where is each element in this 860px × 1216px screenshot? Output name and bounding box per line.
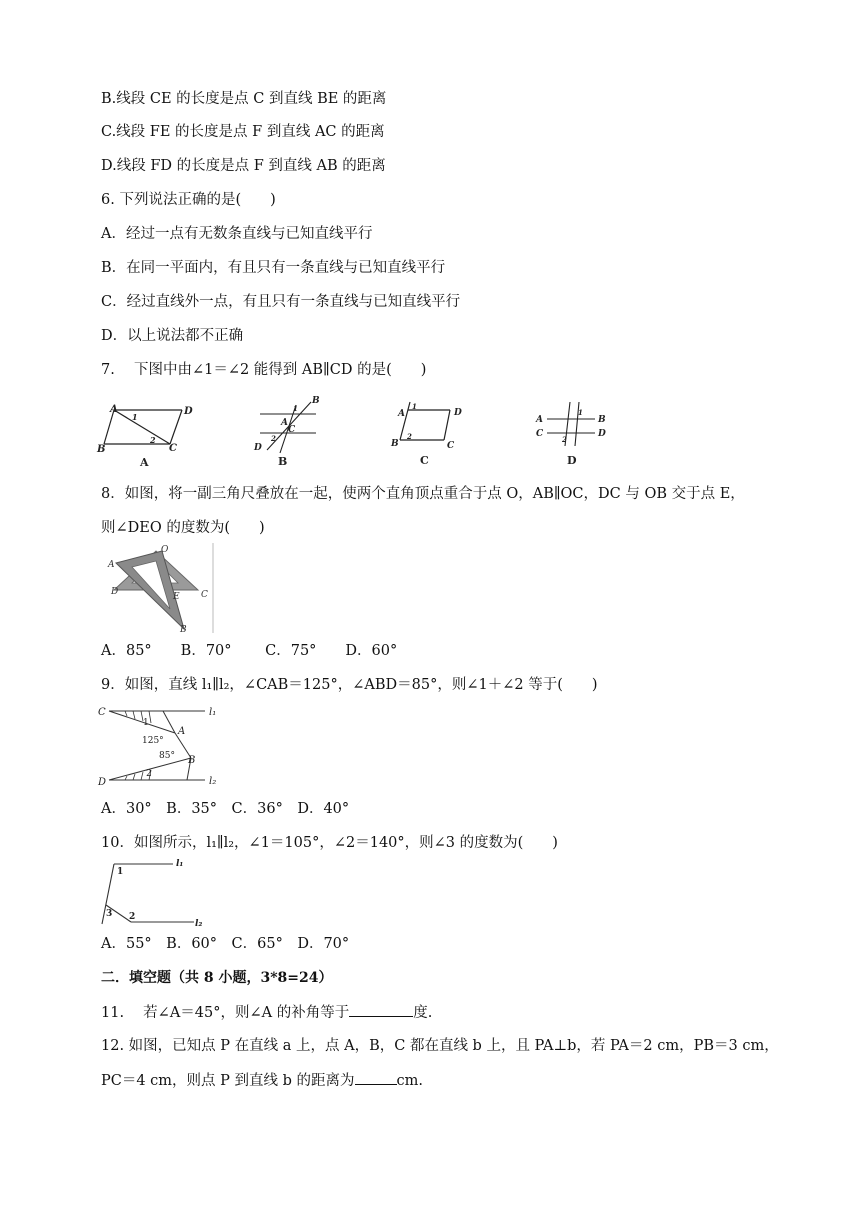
q12-text-after: cm. [396, 1073, 424, 1089]
q8-options: A．85° B．70° C．75° D．60° [101, 643, 398, 659]
q11-text-after: 度. [413, 1005, 433, 1021]
fig7c-label-d: D [454, 408, 462, 418]
fig7b-caption: B [278, 455, 288, 468]
fig9-label-l1: l₁ [209, 707, 217, 718]
fig7b-label-c: C [288, 425, 296, 435]
q6-option-a: A．经过一点有无数条直线与已知直线平行 [101, 226, 373, 242]
q11-text-before: 11. 若∠A＝45°，则∠A 的补角等于 [101, 1005, 350, 1021]
q7-figure-a [96, 398, 196, 470]
q8-stem-2: 则∠DEO 的度数为( ) [101, 520, 265, 536]
fig7d-label-c: C [536, 429, 544, 439]
fig8-label-e: E [173, 592, 180, 602]
q6-option-d: D．以上说法都不正确 [101, 328, 244, 344]
q12-answer-blank[interactable] [355, 1070, 397, 1085]
fig8-label-a: A [108, 560, 115, 570]
fig8-label-d: D [111, 587, 119, 597]
q5-option-d: D.线段 FD 的长度是点 F 到直线 AB 的距离 [101, 158, 386, 174]
fig7c-angle-2: 2 [407, 432, 412, 441]
fig9-angle-1: 1 [143, 718, 149, 728]
fig7d-caption: D [567, 454, 577, 467]
q9-figure [97, 703, 227, 789]
fig9-label-d: D [98, 777, 107, 788]
section-fill-in-title: 二．填空题（共 8 小题，3*8=24） [101, 970, 333, 986]
fig7b-angle-2: 2 [271, 434, 276, 443]
fig9-angle-85: 85° [159, 751, 175, 761]
fig10-label-l1: l₁ [176, 859, 184, 869]
fig9-angle-125: 125° [142, 736, 164, 746]
fig9-label-l2: l₂ [209, 776, 217, 787]
fig7a-angle-2: 2 [150, 435, 156, 445]
q10-stem: 10．如图所示，l₁∥l₂，∠1＝105°，∠2＝140°，则∠3 的度数为( ) [101, 835, 558, 851]
q12-stem-2 [101, 1070, 423, 1091]
q7-figure-c [390, 398, 480, 468]
fig8-label-b: B [180, 625, 187, 635]
fig7a-caption: A [140, 456, 149, 469]
fig7a-label-a: A [110, 404, 118, 415]
q8-stem-1: 8．如图，将一副三角尺叠放在一起，使两个直角顶点重合于点 O，AB∥OC，DC 与 OB 交于点 E， [101, 486, 745, 502]
fig7c-angle-1: 1 [412, 402, 417, 411]
fig7a-label-b: B [97, 444, 106, 455]
q6-option-c: C．经过直线外一点，有且只有一条直线与已知直线平行 [101, 294, 461, 310]
q9-options: A．30° B．35° C．36° D．40° [101, 801, 350, 817]
q5-option-c: C.线段 FE 的长度是点 F 到直线 AC 的距离 [101, 124, 385, 140]
fig7b-label-a: A [281, 418, 288, 428]
q7-figure-d [533, 398, 623, 468]
fig7b-label-b: B [312, 396, 320, 406]
fig9-label-a: A [178, 726, 186, 737]
fig8-label-o: O [161, 545, 169, 555]
fig7b-angle-1: 1 [293, 404, 298, 413]
fig7d-angle-2: 2 [562, 435, 567, 444]
fig7a-angle-1: 1 [132, 412, 138, 422]
fig10-label-l2: l₂ [195, 919, 203, 929]
q5-option-b: B.线段 CE 的长度是点 C 到直线 BE 的距离 [101, 91, 387, 107]
fig7a-label-c: C [169, 443, 177, 454]
q10-figure [99, 856, 219, 932]
fig7d-label-a: A [536, 415, 543, 425]
fig10-angle-2: 2 [129, 912, 136, 922]
q12-stem-1: 12. 如图，已知点 P 在直线 a 上，点 A，B，C 都在直线 b 上，且 PA⊥b，若 PA＝2 cm，PB＝3 cm， [101, 1038, 779, 1054]
fig7b-label-d: D [254, 443, 262, 453]
q11-stem [101, 1002, 432, 1023]
fig7c-label-b: B [391, 439, 399, 449]
q11-answer-blank[interactable] [349, 1002, 413, 1017]
q7-stem: 7. 下图中由∠1＝∠2 能得到 AB∥CD 的是( ) [101, 362, 427, 378]
q12-text-before: PC＝4 cm，则点 P 到直线 b 的距离为 [101, 1073, 355, 1089]
fig10-angle-3: 3 [106, 909, 113, 919]
q6-option-b: B．在同一平面内，有且只有一条直线与已知直线平行 [101, 260, 446, 276]
q8-figure [102, 543, 217, 635]
fig7d-label-d: D [598, 429, 606, 439]
fig7a-label-d: D [184, 406, 193, 417]
q7-figure-b [250, 393, 330, 469]
fig7d-angle-1: 1 [578, 408, 583, 417]
q10-options: A．55° B．60° C．65° D．70° [101, 936, 350, 952]
fig7c-label-a: A [398, 409, 405, 419]
fig7d-label-b: B [598, 415, 606, 425]
fig7c-caption: C [420, 454, 429, 467]
fig10-angle-1: 1 [117, 867, 124, 877]
fig9-angle-2: 2 [146, 769, 152, 779]
q9-stem: 9．如图，直线 l₁∥l₂，∠CAB＝125°，∠ABD＝85°，则∠1＋∠2 等于( ) [101, 677, 598, 693]
fig8-label-c: C [201, 590, 208, 600]
fig7c-label-c: C [447, 441, 455, 451]
q6-stem: 6. 下列说法正确的是( ) [101, 192, 276, 208]
fig9-label-c: C [98, 707, 106, 718]
fig9-label-b: B [188, 755, 196, 766]
